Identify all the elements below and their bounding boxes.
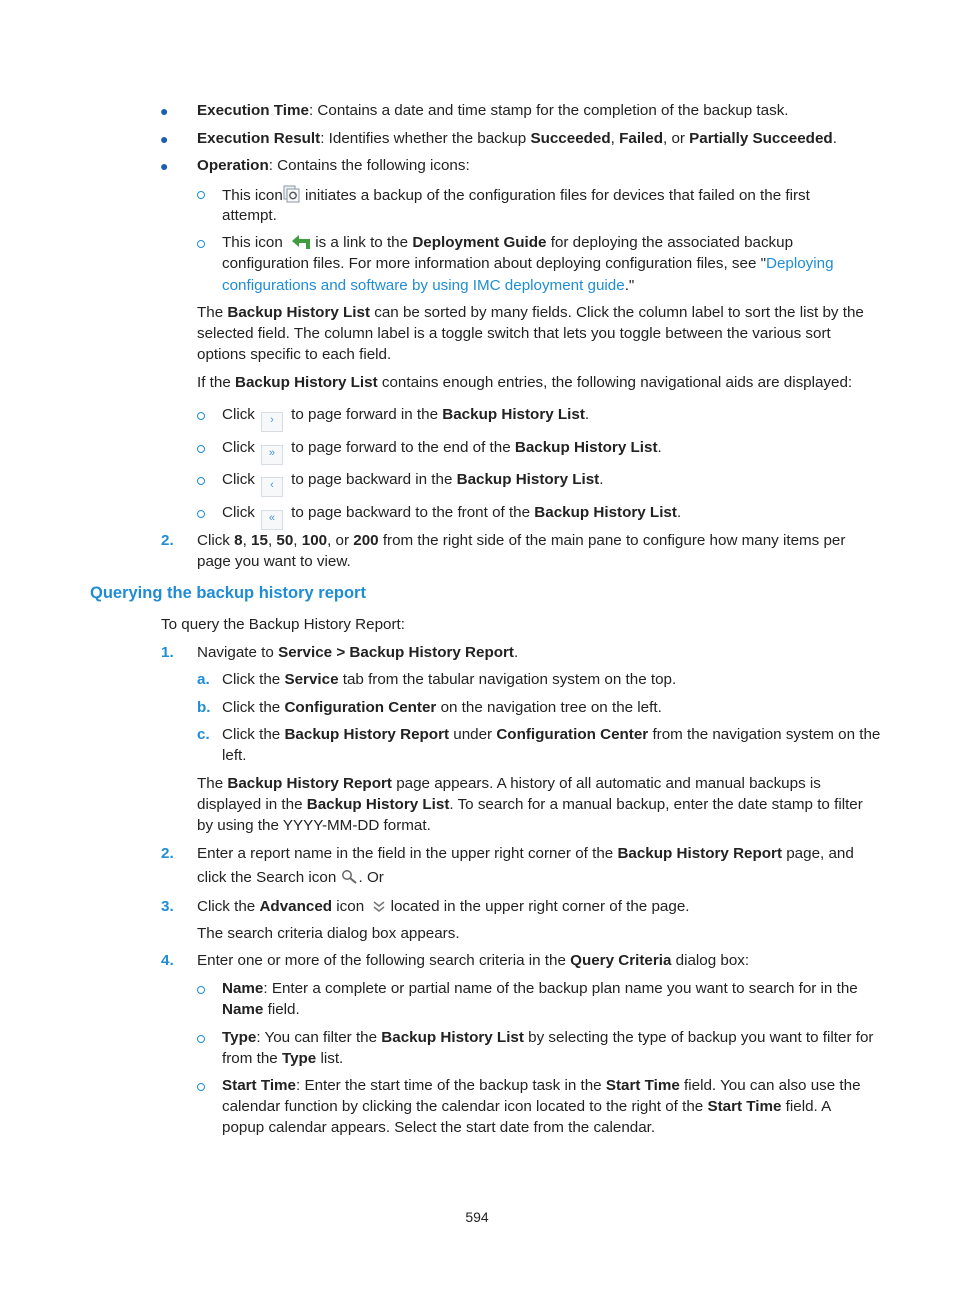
bullet-execution-time: Execution Time: Contains a date and time stamp for the completion of the backup task. bbox=[197, 102, 789, 119]
substep-a: Click the Service tab from the tabular navigation system on the top. bbox=[222, 671, 677, 688]
step-number: 3. bbox=[161, 898, 174, 915]
sort-para-line3: options specific to each field. bbox=[197, 346, 392, 363]
step-number: 2. bbox=[161, 532, 174, 549]
page-last-icon[interactable]: » bbox=[261, 445, 283, 465]
nav-aids-intro: If the Backup History List contains enough entries, the following navigational aids are displayed: bbox=[197, 374, 853, 391]
bullet-dot: ● bbox=[160, 158, 169, 174]
sub-bullet bbox=[197, 477, 205, 485]
page-forward-icon[interactable]: › bbox=[261, 412, 283, 432]
sub-bullet bbox=[197, 412, 205, 420]
criteria-name-line1: Name: Enter a complete or partial name of the backup plan name you want to search for in the bbox=[222, 980, 858, 997]
criteria-name-line2: Name field. bbox=[222, 1001, 300, 1018]
report-para-line3: by using the YYYY-MM-DD format. bbox=[197, 817, 431, 834]
deploying-guide-link-cont[interactable]: configurations and software by using IMC deployment guide bbox=[222, 277, 625, 294]
substep-letter: a. bbox=[197, 671, 210, 688]
substep-letter: c. bbox=[197, 726, 210, 743]
operation-retry-line2: attempt. bbox=[222, 207, 277, 224]
criteria-type-line1: Type: You can filter the Backup History List by selecting the type of backup you want to filter for bbox=[222, 1029, 874, 1046]
advanced-chevron-icon[interactable] bbox=[372, 900, 386, 919]
bullet-dot: ● bbox=[160, 103, 169, 119]
operation-retry-line1: This icon initiates a backup of the configuration files for devices that failed on the first bbox=[222, 185, 810, 208]
sub-bullet bbox=[197, 1035, 205, 1043]
report-para-line2: displayed in the Backup History List. To search for a manual backup, enter the date stamp to filter bbox=[197, 796, 863, 813]
report-para-line1: The Backup History Report page appears. A history of all automatic and manual backups is bbox=[197, 775, 821, 792]
substep-letter: b. bbox=[197, 699, 211, 716]
nav-item-last: Click » to page forward to the end of the Backup History List. bbox=[222, 439, 662, 465]
sub-bullet bbox=[197, 445, 205, 453]
nav-item-first: Click « to page backward to the front of the Backup History List. bbox=[222, 504, 681, 530]
page-first-icon[interactable]: « bbox=[261, 510, 283, 530]
sub-bullet bbox=[197, 240, 205, 248]
step3-line: Click the Advanced icon located in the upper right corner of the page. bbox=[197, 898, 689, 919]
sub-bullet bbox=[197, 986, 205, 994]
sort-para-line1: The Backup History List can be sorted by many fields. Click the column label to sort the list by the bbox=[197, 304, 864, 321]
bullet-dot: ● bbox=[160, 131, 169, 147]
step-number: 4. bbox=[161, 952, 174, 969]
step3-sub: The search criteria dialog box appears. bbox=[197, 925, 460, 942]
substep-b: Click the Configuration Center on the navigation tree on the left. bbox=[222, 699, 662, 716]
step2-items-per-page-line2: page you want to view. bbox=[197, 553, 351, 570]
page-backward-icon[interactable]: ‹ bbox=[261, 477, 283, 497]
criteria-start-line1: Start Time: Enter the start time of the backup task in the Start Time field. You can also use the bbox=[222, 1077, 861, 1094]
query-intro: To query the Backup History Report: bbox=[161, 616, 405, 633]
step-number: 1. bbox=[161, 644, 174, 661]
sub-bullet bbox=[197, 191, 205, 199]
nav-item-next: Click › to page forward in the Backup History List. bbox=[222, 406, 589, 432]
sub-bullet bbox=[197, 1083, 205, 1091]
substep-c-line2: left. bbox=[222, 747, 247, 764]
sort-para-line2: selected field. The column label is a toggle switch that lets you toggle between the various sort bbox=[197, 325, 831, 342]
operation-guide-line3: configurations and software by using IMC deployment guide." bbox=[222, 277, 635, 294]
step2-items-per-page-line1: Click 8, 15, 50, 100, or 200 from the right side of the main pane to configure how many items per bbox=[197, 532, 846, 549]
page-number: 594 bbox=[465, 1209, 489, 1225]
step4-line: Enter one or more of the following search criteria in the Query Criteria dialog box: bbox=[197, 952, 750, 969]
criteria-type-line2: from the Type list. bbox=[222, 1050, 344, 1067]
bullet-execution-result: Execution Result: Identifies whether the backup Succeeded, Failed, or Partially Succeeded. bbox=[197, 130, 837, 147]
nav-item-prev: Click ‹ to page backward in the Backup History List. bbox=[222, 471, 603, 497]
operation-guide-line1: This icon is a link to the Deployment Guide for deploying the associated backup bbox=[222, 234, 793, 255]
step2-line1: Enter a report name in the field in the upper right corner of the Backup History Report page, and bbox=[197, 845, 854, 862]
search-icon[interactable] bbox=[341, 869, 359, 890]
step1-navigate: Navigate to Service > Backup History Report. bbox=[197, 644, 519, 661]
step-number: 2. bbox=[161, 845, 174, 862]
retry-backup-icon[interactable] bbox=[283, 185, 301, 208]
deployment-guide-arrow-icon[interactable] bbox=[291, 234, 311, 255]
substep-c-line1: Click the Backup History Report under Configuration Center from the navigation system on the bbox=[222, 726, 881, 743]
bullet-operation: Operation: Contains the following icons: bbox=[197, 157, 470, 174]
sub-bullet bbox=[197, 510, 205, 518]
criteria-start-line2: calendar function by clicking the calendar icon located to the right of the Start Time field. A bbox=[222, 1098, 832, 1115]
operation-guide-line2: configuration files. For more information about deploying configuration files, see "Deploying bbox=[222, 255, 834, 272]
step2-line2: click the Search icon . Or bbox=[197, 869, 384, 890]
criteria-start-line3: popup calendar appears. Select the start date from the calendar. bbox=[222, 1119, 656, 1136]
deploying-guide-link[interactable]: Deploying bbox=[766, 255, 834, 272]
section-heading: Querying the backup history report bbox=[90, 584, 366, 602]
